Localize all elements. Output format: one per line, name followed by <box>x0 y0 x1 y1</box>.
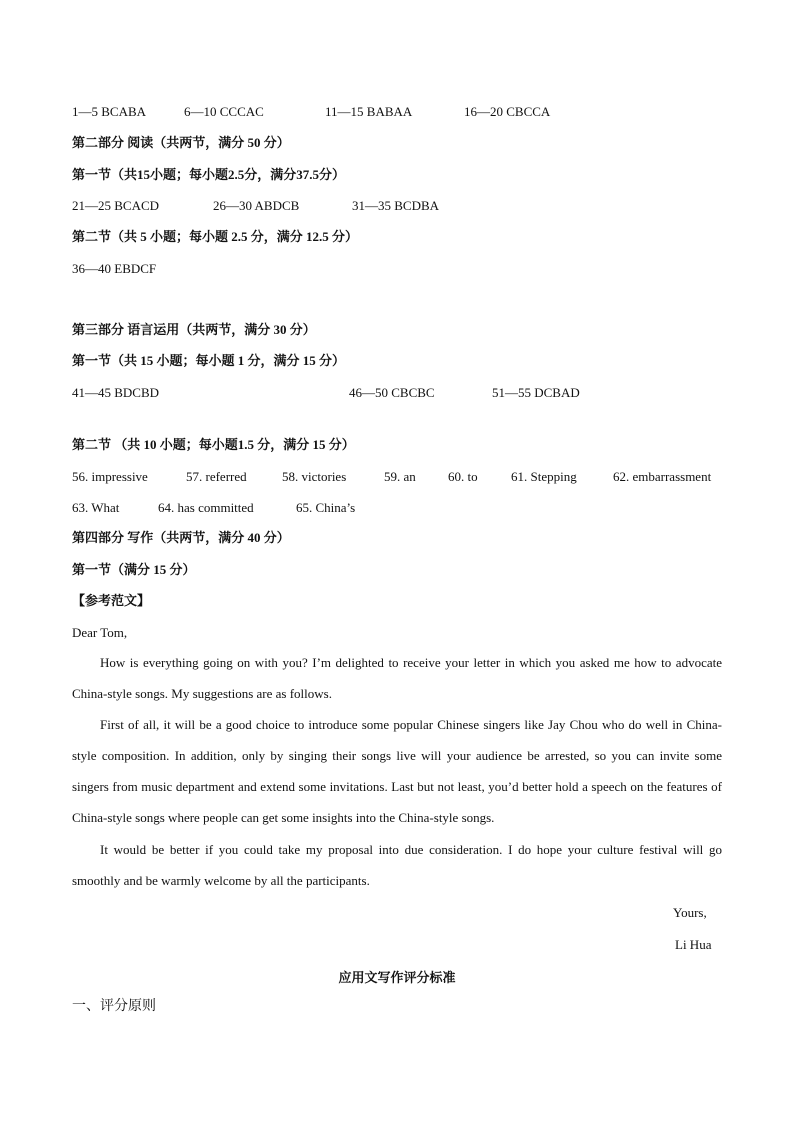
answer-range: 16—20 CBCCA <box>464 104 551 119</box>
answer-range: 51—55 DCBAD <box>492 385 580 400</box>
answer-item: 65. China’s <box>296 500 356 515</box>
answer-item: 59. an <box>384 469 416 484</box>
answer-range: 46—50 CBCBC <box>349 385 435 400</box>
answer-item: 62. embarrassment <box>613 469 712 484</box>
part3-section2-title: 第二节 （共 10 小题；每小题1.5 分，满分 15 分） <box>72 437 355 452</box>
letter-signature: Li Hua <box>675 937 712 952</box>
answer-item: 60. to <box>448 469 478 484</box>
part4-title: 第四部分 写作（共两节，满分 40 分） <box>72 530 290 545</box>
sample-essay-label: 【参考范文】 <box>72 593 151 608</box>
answer-item: 64. has committed <box>158 500 254 515</box>
letter-paragraph-1 <box>72 647 722 709</box>
answer-item: 61. Stepping <box>511 469 577 484</box>
answer-range: 11—15 BABAA <box>325 104 413 119</box>
letter-paragraph-2 <box>72 709 722 833</box>
answer-range: 26—30 ABDCB <box>213 198 300 213</box>
answer-item: 56. impressive <box>72 469 148 484</box>
answer-range: 1—5 BCABA <box>72 104 147 119</box>
part2-section1-title: 第一节（共15小题；每小题2.5分，满分37.5分） <box>72 167 346 182</box>
letter-salutation: Dear Tom, <box>72 625 128 640</box>
answer-item: 57. referred <box>186 469 247 484</box>
answer-range: 6—10 CCCAC <box>184 104 264 119</box>
paragraph-text: It would be better if you could take my proposal into due consideration. I do hope your culture festival will go smoothly and be warmly welcome by all the participants. <box>72 842 722 888</box>
answer-range: 21—25 BCACD <box>72 198 160 213</box>
part2-section2-title: 第二节（共 5 小题；每小题 2.5 分，满分 12.5 分） <box>72 229 359 244</box>
part3-section1-title: 第一节（共 15 小题；每小题 1 分，满分 15 分） <box>72 353 346 368</box>
answer-range: 31—35 BCDBA <box>352 198 440 213</box>
part3-title: 第三部分 语言运用（共两节，满分 30 分） <box>72 322 316 337</box>
part2-title: 第二部分 阅读（共两节，满分 50 分） <box>72 135 290 150</box>
paragraph-text: First of all, it will be a good choice to introduce some popular Chinese singers like Jay Chou who do well in China-style composition. In addition, only by singing their songs live will your audience be arrested, so you can invite some singers from music department and extend some invitations. Last but not least, you’d better hold a speech on the features of China-style songs where people can get some insights into the China-style songs. <box>72 717 722 825</box>
criteria-section-heading: 一、评分原则 <box>72 999 156 1014</box>
criteria-title: 应用文写作评分标准 <box>338 970 456 985</box>
paragraph-text: How is everything going on with you? I’m delighted to receive your letter in which you asked me how to advocate China-style songs. My suggestions are as follows. <box>72 655 722 701</box>
answer-item: 58. victories <box>282 469 347 484</box>
part4-section1-title: 第一节（满分 15 分） <box>72 562 196 577</box>
answer-range: 41—45 BDCBD <box>72 385 160 400</box>
letter-closing: Yours, <box>673 905 707 920</box>
letter-paragraph-3 <box>72 834 722 896</box>
answers-part2-section2: 36—40 EBDCF <box>72 261 157 276</box>
answer-item: 63. What <box>72 500 120 515</box>
